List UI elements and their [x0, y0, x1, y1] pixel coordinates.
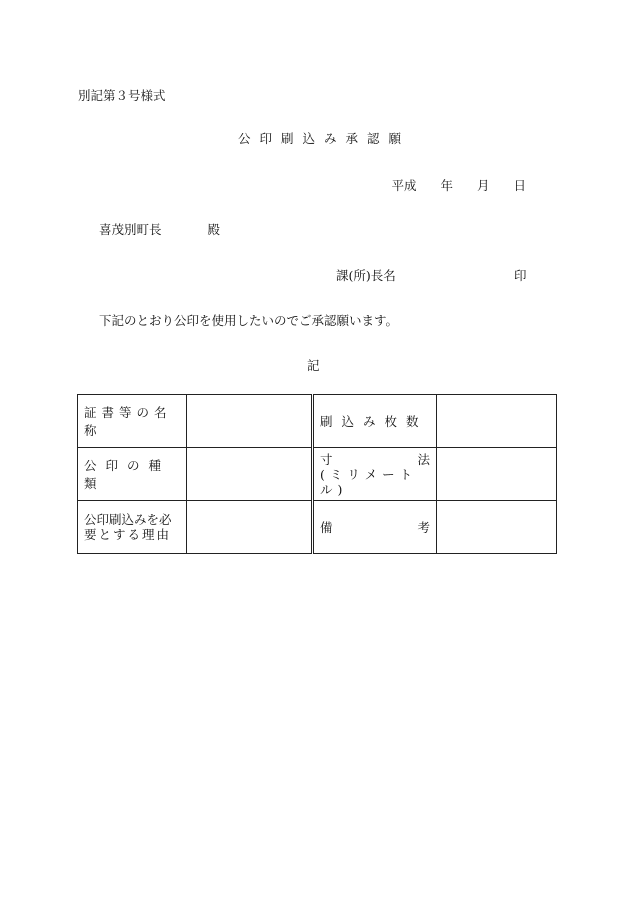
certificate-name-label: 証書等の名称	[84, 405, 172, 438]
seal-type-label: 公印の種類	[84, 458, 171, 491]
date-year: 年	[440, 178, 453, 193]
remarks-label-left: 備	[320, 520, 333, 535]
size-label-right: 法	[417, 451, 430, 467]
date-era: 平成	[391, 178, 417, 193]
size-sub-label: (ミリメートル)	[320, 466, 418, 497]
remarks-label-right: 考	[417, 520, 430, 535]
print-count-label: 刷込み枚数	[320, 414, 428, 429]
addressee-line	[99, 220, 220, 238]
size-label-cell	[313, 448, 437, 501]
addressee-honorific: 殿	[207, 222, 221, 237]
remarks-label	[320, 518, 430, 536]
seal-type-field[interactable]	[187, 448, 313, 501]
remarks-field[interactable]	[437, 501, 557, 554]
reason-field[interactable]	[187, 501, 313, 554]
request-statement: 下記のとおり公印を使用したいのでご承認願います。	[99, 313, 399, 328]
table-row	[78, 501, 557, 554]
size-label-left: 寸	[320, 451, 333, 467]
certificate-name-label-cell	[78, 395, 187, 448]
form-number-label: 別記第３号様式	[78, 88, 166, 103]
seal-mark: 印	[514, 268, 527, 283]
reason-label-line2: 要とする理由	[84, 527, 172, 542]
reason-label-line1: 公印刷込みを必	[84, 512, 172, 527]
table-row	[78, 448, 557, 501]
applicant-label: 課(所)長名	[336, 268, 396, 283]
applicant-line	[336, 266, 527, 284]
date-month: 月	[476, 178, 490, 193]
ki-heading: 記	[307, 358, 320, 373]
date-day: 日	[513, 178, 526, 193]
addressee-name: 喜茂別町長	[99, 222, 162, 237]
date-line	[391, 176, 526, 194]
seal-type-label-cell	[78, 448, 187, 501]
remarks-label-cell	[313, 501, 437, 554]
request-table	[77, 394, 557, 554]
size-label	[320, 452, 430, 467]
print-count-field[interactable]	[437, 395, 557, 448]
table-row	[78, 395, 557, 448]
document-title: 公印刷込み承認願	[238, 131, 411, 146]
print-count-label-cell	[313, 395, 437, 448]
reason-label-cell	[78, 501, 187, 554]
size-field[interactable]	[437, 448, 557, 501]
certificate-name-field[interactable]	[187, 395, 313, 448]
